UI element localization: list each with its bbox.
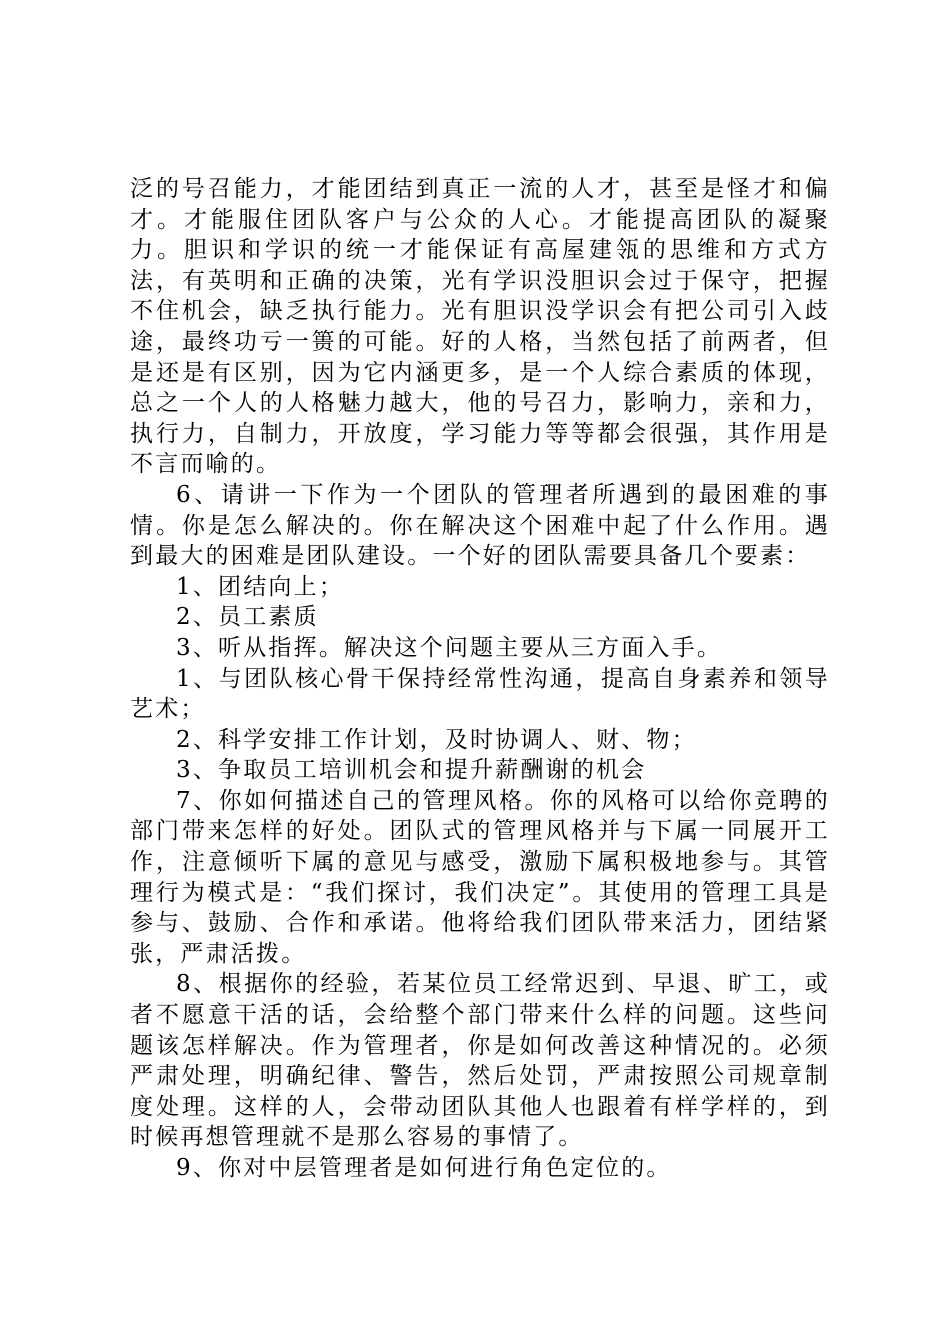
list-item-solution-1: 1、与团队核心骨干保持经常性沟通，提高自身素养和领导艺术； bbox=[130, 665, 830, 723]
paragraph-question-7: 7、你如何描述自己的管理风格。你的风格可以给你竞聘的部门带来怎样的好处。团队式的管理风格并与下属一同展开工作，注意倾听下属的意见与感受，激励下属积极地参与。其管理行为模式是：“我们探讨，我们决定”。其使用的管理工具是参与、鼓励、合作和承诺。他将给我们团队带来活力，团结紧张，严肃活拨。 bbox=[130, 787, 830, 967]
list-item-element-3: 3、听从指挥。解决这个问题主要从三方面入手。 bbox=[176, 634, 723, 661]
paragraph-continuation: 泛的号召能力，才能团结到真正一流的人才，甚至是怪才和偏才。才能服住团队客户与公众的人心。才能提高团队的凝聚力。胆识和学识的统一才能保证有高屋建瓴的思维和方式方法，有英明和正确的决策，光有学识没胆识会过于保守，把握不住机会，缺乏执行能力。光有胆识没学识会有把公司引入歧途，最终功亏一篑的可能。好的人格，当然包括了前两者，但是还是有区别，因为它内涵更多，是一个人综合素质的体现，总之一个人的人格魅力越大，他的号召力，影响力，亲和力，执行力，自制力，开放度，学习能力等等都会很强，其作用是不言而喻的。 bbox=[130, 176, 830, 478]
document-body bbox=[130, 174, 830, 1184]
paragraph-question-9: 9、你对中层管理者是如何进行角色定位的。 bbox=[176, 1155, 672, 1181]
list-item-solution-3: 3、争取员工培训机会和提升薪酬谢的机会 bbox=[176, 757, 647, 784]
paragraph-question-8: 8、根据你的经验，若某位员工经常迟到、早退、旷工，或者不愿意干活的话，会给整个部门带来什么样的问题。这些问题该怎样解决。作为管理者，你是如何改善这种情况的。必须严肃处理，明确纪律、警告，然后处罚，严肃按照公司规章制度处理。这样的人，会带动团队其他人也跟着有样学样的，到时候再想管理就不是那么容易的事情了。 bbox=[130, 971, 830, 1151]
list-item-element-2: 2、员工素质 bbox=[176, 604, 319, 631]
paragraph-question-6: 6、请讲一下作为一个团队的管理者所遇到的最困难的事情。你是怎么解决的。你在解决这个困难中起了什么作用。遇到最大的困难是团队建设。一个好的团队需要具备几个要素： bbox=[130, 481, 830, 570]
list-item-solution-2: 2、科学安排工作计划，及时协调人、财、物； bbox=[176, 726, 697, 753]
list-item-element-1: 1、团结向上； bbox=[176, 573, 345, 600]
